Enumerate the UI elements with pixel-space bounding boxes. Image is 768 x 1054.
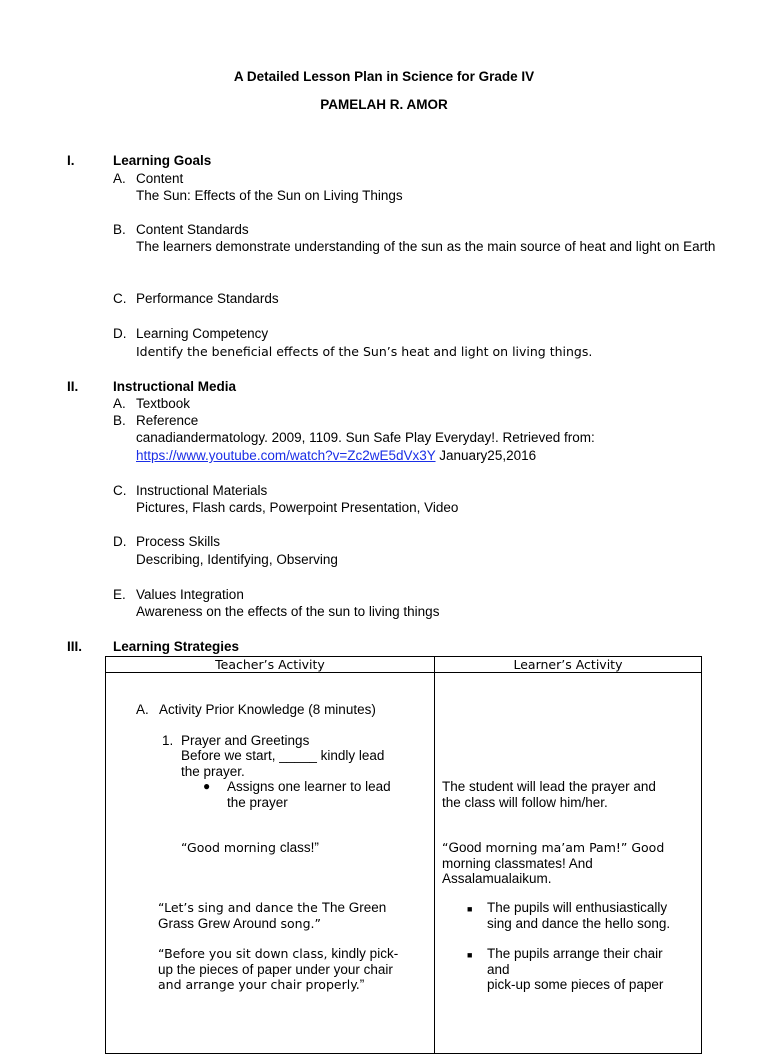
table-row: [106, 673, 702, 1054]
section-3-number: III.: [67, 639, 83, 654]
item-letter: B.: [113, 222, 126, 237]
section-2-title: Instructional Media: [113, 379, 237, 394]
learning-competency-text: Identify the beneficial effects of the Sun’s heat and light on living things.: [136, 344, 593, 359]
item-letter: D.: [113, 534, 127, 549]
sit-text: kindly pick-: [331, 946, 399, 961]
section-2-item-b: [113, 412, 198, 430]
item-label: Reference: [136, 413, 199, 428]
section-1-item-a: [113, 170, 183, 188]
learner-sing-line-1: The pupils will enthusiastically: [487, 900, 668, 915]
item-label: Instructional Materials: [136, 483, 268, 498]
learner-arrange-line-3: pick-up some pieces of paper: [487, 977, 664, 992]
item-label: Content Standards: [136, 222, 249, 237]
item-letter: A.: [113, 171, 126, 186]
sit-text: ”: [359, 977, 365, 992]
step-number: 1.: [162, 733, 174, 748]
greeting-part: “Good morning: [181, 840, 280, 855]
reference-link[interactable]: https://www.youtube.com/watch?v=Zc2wE5dVx3Y: [136, 448, 436, 463]
learner-arrange-line-1: The pupils arrange their chair: [487, 946, 663, 961]
item-letter: C.: [113, 291, 127, 306]
learner-activity-cell: [435, 673, 702, 1054]
item-letter: B.: [113, 413, 126, 428]
reference-link-line: [136, 447, 736, 465]
prayer-instruction-line-1: Before we start, _____ kindly lead: [181, 748, 385, 763]
square-bullet-icon: ■: [467, 904, 473, 914]
assign-learner-line-1: Assigns one learner to lead: [227, 779, 391, 794]
square-bullet-icon: ■: [467, 950, 473, 960]
item-label: Values Integration: [136, 587, 244, 602]
song-title: Grass Grew Around: [158, 916, 277, 931]
sit-text: “Before you sit down class,: [158, 946, 332, 961]
section-2-item-d: [113, 533, 220, 551]
teacher-greeting: [181, 839, 319, 857]
section-2-item-c: [113, 482, 267, 500]
section-2-item-a: [113, 395, 190, 413]
instructional-materials-text: Pictures, Flash cards, Powerpoint Presentation, Video: [136, 500, 459, 515]
item-label: Textbook: [136, 396, 191, 411]
learner-greeting-line-1: [442, 839, 664, 857]
greeting-part: class!”: [279, 840, 319, 855]
section-1-title: Learning Goals: [113, 153, 212, 168]
learner-greeting-line-3: Assalamualaikum.: [442, 871, 552, 886]
item-label: Performance Standards: [136, 291, 279, 306]
document-title: A Detailed Lesson Plan in Science for Grade IV: [233, 69, 535, 84]
sit-instruction-line-1: [158, 945, 398, 963]
section-1-item-d: [113, 325, 268, 343]
content-text: The Sun: Effects of the Sun on Living Things: [136, 188, 403, 203]
content-standards-text: The learners demonstrate understanding of the sun as the main source of heat and light on Earth: [136, 239, 716, 254]
section-2-number: II.: [67, 379, 79, 394]
learner-arrange-line-2: and: [487, 962, 510, 977]
sit-instruction-line-3: [158, 976, 364, 994]
sit-instruction-line-2: up the pieces of paper under your chair: [158, 962, 393, 977]
learner-greeting-line-2: morning classmates! And: [442, 856, 593, 871]
activity-heading: [136, 701, 376, 719]
item-letter: C.: [113, 483, 127, 498]
teacher-activity-cell: [106, 673, 435, 1054]
step-label: Prayer and Greetings: [181, 733, 310, 748]
item-label: Learning Competency: [136, 326, 269, 341]
sing-instruction-line-2: [158, 915, 321, 933]
item-letter: D.: [113, 326, 127, 341]
process-skills-text: Describing, Identifying, Observing: [136, 552, 338, 567]
song-title: The Green: [321, 900, 387, 915]
section-1-item-b: [113, 221, 249, 239]
learner-prayer-line-1: The student will lead the prayer and: [442, 779, 656, 794]
sing-instruction-line-1: [158, 899, 386, 917]
section-3-title: Learning Strategies: [113, 639, 240, 654]
author-name: PAMELAH R. AMOR: [320, 97, 448, 112]
activity-letter: A.: [136, 702, 149, 717]
greeting-part: morning ma’am Pam!” Good: [481, 840, 665, 855]
prayer-instruction-line-2: the prayer.: [181, 764, 245, 779]
item-letter: E.: [113, 587, 126, 602]
section-2-item-e: [113, 586, 244, 604]
table-header-row: [106, 657, 702, 673]
learning-strategies-table: [105, 656, 702, 1054]
item-label: Content: [136, 171, 184, 186]
teacher-activity-header: Teacher’s Activity: [106, 657, 435, 673]
reference-date: January25,2016: [435, 448, 537, 463]
greeting-part: “: [442, 840, 449, 855]
learner-activity-header: Learner’s Activity: [435, 657, 702, 673]
values-integration-text: Awareness on the effects of the sun to living things: [136, 604, 440, 619]
greeting-part: Good: [448, 840, 482, 855]
item-letter: A.: [113, 396, 126, 411]
item-label: Process Skills: [136, 534, 221, 549]
activity-label: Activity Prior Knowledge (8 minutes): [159, 702, 376, 717]
reference-text: canadiandermatology. 2009, 1109. Sun Safe Play Everyday!. Retrieved from:: [136, 430, 595, 445]
assign-learner-line-2: the prayer: [227, 795, 288, 810]
bullet-icon: ●: [203, 779, 211, 793]
learner-sing-line-2: sing and dance the hello song.: [487, 916, 671, 931]
learner-prayer-line-2: the class will follow him/her.: [442, 795, 608, 810]
section-1-number: I.: [67, 153, 75, 168]
sit-text: and arrange your chair properly.: [158, 977, 360, 992]
sing-text: “Let’s sing and dance the: [158, 900, 322, 915]
sing-text: song.”: [276, 916, 321, 931]
section-1-item-c: [113, 290, 279, 308]
